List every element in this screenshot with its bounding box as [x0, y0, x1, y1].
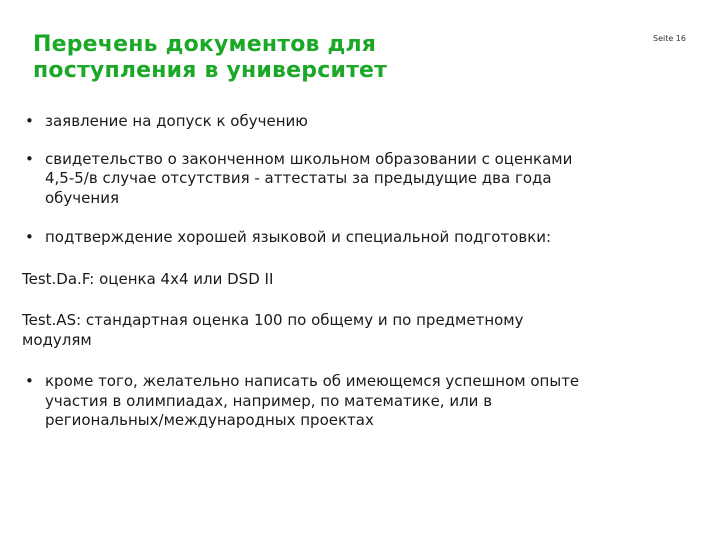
slide-title-line-2: поступления в университет: [33, 58, 388, 83]
bullet-text-line: участия в олимпиадах, например, по математике, или в: [45, 391, 493, 410]
bullet-marker: •: [25, 149, 34, 168]
bullet-text-line: кроме того, желательно написать об имеющемся успешном опыте: [45, 372, 580, 390]
page-number: Seite 16: [652, 34, 686, 43]
bullet-marker: •: [25, 112, 34, 130]
slide-title: [33, 32, 593, 84]
plain-item-testdaf: [22, 270, 702, 290]
plain-item-testas: [22, 311, 702, 350]
bullet-marker: •: [25, 372, 34, 390]
bullet-item-language-proof: [22, 228, 702, 248]
bullet-text-line: свидетельство о законченном школьном образовании с оценками: [45, 149, 573, 168]
bullet-item-admission-application: [22, 112, 702, 132]
bullet-text-line: региональных/международных проектах: [45, 411, 374, 429]
bullet-text-line: подтверждение хорошей языковой и специальной подготовки:: [45, 228, 552, 246]
bullet-item-school-certificate: [22, 150, 702, 209]
bullet-text-line: 4,5-5/в случае отсутствия - аттестаты за предыдущие два года: [45, 169, 552, 187]
slide-title-line-1: Перечень документов для: [33, 32, 377, 57]
plain-text-line: Test.Da.F: оценка 4x4 или DSD II: [22, 269, 274, 288]
bullet-text-line: обучения: [45, 188, 119, 207]
plain-text-line: модулям: [22, 330, 92, 349]
bullet-text-line: заявление на допуск к обучению: [45, 112, 308, 130]
slide-content: [22, 112, 702, 431]
bullet-item-olympiad-experience: [22, 372, 702, 431]
bullet-marker: •: [25, 228, 34, 246]
plain-text-line: Test.AS: стандартная оценка 100 по общему и по предметному: [22, 311, 524, 329]
